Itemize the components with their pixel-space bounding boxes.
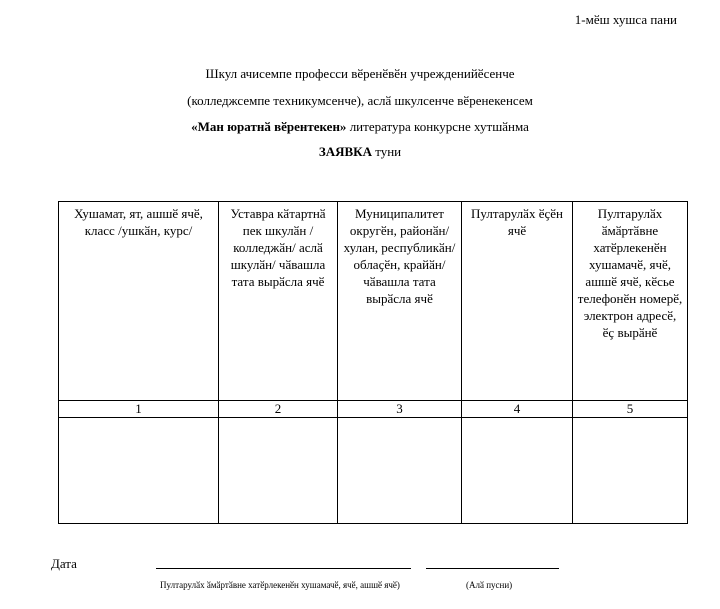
title-line-1: Шкул ачисемпе професси вӗренӗвӗн учрежденийӗсенче	[205, 66, 515, 81]
empty-cell	[462, 418, 573, 524]
empty-cell	[59, 418, 219, 524]
header-cell: Муниципалитет округӗн, районӑн/хулан, республикӑн/облаҫӗн, крайӑн/ чӑвашла тата вырӑсла ячӗ	[338, 202, 462, 401]
header-cell: Пултарулӑх ӗҫӗн ячӗ	[462, 202, 573, 401]
title-line-4-rest: туни	[371, 144, 402, 159]
name-signature-line	[156, 568, 411, 569]
application-word: ЗАЯВКА	[318, 144, 372, 159]
signature-line	[426, 568, 559, 569]
name-caption: Пултарулӑх ӑмӑртӑвне хатӗрлекенӗн хушамачӗ, ячӗ, ашшӗ ячӗ)	[160, 580, 400, 590]
header-cell: Хушамат, ят, ашшӗ ячӗ, класс /ушкӑн, курс/	[59, 202, 219, 401]
table-row	[59, 418, 688, 524]
header-cell: Пултарулӑх ӑмӑртӑвне хатӗрлекенӗн хушамачӗ, ячӗ, ашшӗ ячӗ, кӗсье телефонӗн номерӗ, электрон адресӗ, ӗҫ вырӑнӗ	[573, 202, 688, 401]
empty-cell	[219, 418, 338, 524]
contest-name: «Ман юратнӑ вӗрентекен»	[191, 119, 347, 134]
table-number-row	[59, 401, 688, 418]
column-number: 5	[573, 401, 688, 418]
column-number: 2	[219, 401, 338, 418]
title-line-3	[0, 119, 720, 135]
title-line-3-rest: литература конкурсне хутшӑнма	[346, 119, 529, 134]
column-number: 1	[59, 401, 219, 418]
empty-cell	[338, 418, 462, 524]
header-cell: Уставра кӑтартнӑ пек шкулӑн /колледжӑн/ аслӑ шкулӑн/ чӑвашла тата вырӑсла ячӗ	[219, 202, 338, 401]
column-number: 4	[462, 401, 573, 418]
appendix-label: 1-мӗш хушса пани	[574, 12, 677, 27]
column-number: 3	[338, 401, 462, 418]
application-table	[58, 201, 688, 524]
table-header-row	[59, 202, 688, 401]
empty-cell	[573, 418, 688, 524]
title-line-4	[0, 144, 720, 160]
signature-caption: (Алӑ пусни)	[466, 580, 513, 590]
title-line-2: (колледжсемпе техникумсенче), аслӑ шкулсенче вӗренекенсем	[187, 93, 533, 108]
date-label: Дата	[51, 556, 77, 571]
